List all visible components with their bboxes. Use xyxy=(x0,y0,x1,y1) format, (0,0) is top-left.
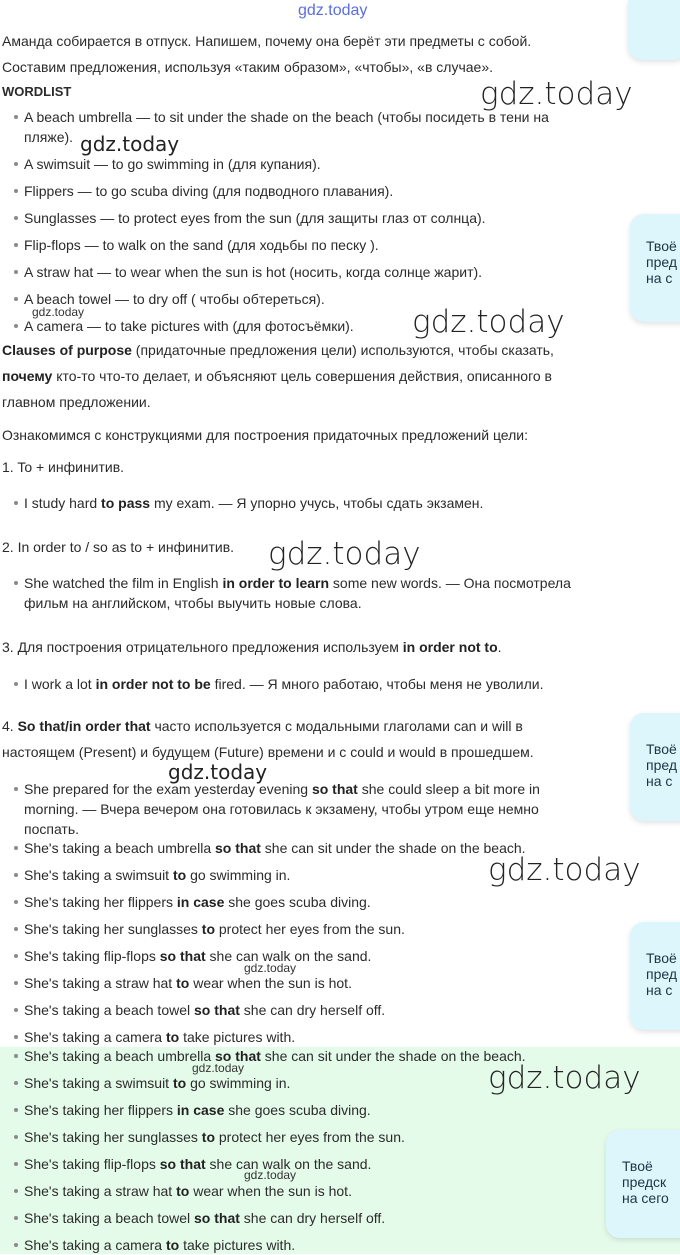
answer-item-highlighted: She's taking a straw hat to wear when the sun is hot. xyxy=(14,1182,352,1201)
rule-3: 3. Для построения отрицательного предложения используем in order not to. xyxy=(2,639,502,655)
watermark: gdz.today xyxy=(244,961,297,975)
watermark: gdz.today xyxy=(268,536,421,572)
watermark: gdz.today xyxy=(480,76,633,112)
rule-3-example: I work a lot in order not to be fired. — Я много работаю, чтобы меня не уволили. xyxy=(14,675,543,694)
watermark: gdz.today xyxy=(168,760,268,784)
bullet-icon xyxy=(14,189,18,193)
bullet-icon xyxy=(14,501,18,505)
bubble-line: на с xyxy=(646,982,673,998)
watermark: gdz.today xyxy=(80,132,180,156)
watermark: gdz.today xyxy=(488,1060,641,1096)
bullet-icon xyxy=(14,682,18,686)
clauses-line-3: главном предложении. xyxy=(2,394,151,410)
answer-item-highlighted: She's taking her sunglasses to protect her eyes from the sun. xyxy=(14,1128,405,1147)
list-item: A beach towel — to dry off ( чтобы обтереться). xyxy=(14,290,325,309)
bullet-icon xyxy=(14,1035,18,1039)
bullet-icon xyxy=(14,1081,18,1085)
bullet-icon xyxy=(14,1008,18,1012)
bullet-icon xyxy=(14,270,18,274)
bullet-icon xyxy=(14,1162,18,1166)
bullet-icon xyxy=(14,162,18,166)
watermark: gdz.today xyxy=(488,852,641,888)
list-item: Flippers — to go scuba diving (для подводного плавания). xyxy=(14,182,393,201)
watermark-top: gdz.today xyxy=(298,2,368,19)
bubble-line: Твоё xyxy=(622,1158,653,1174)
bullet-icon xyxy=(14,243,18,247)
bubble-line: предск xyxy=(622,1174,667,1190)
answer-item: She's taking a beach umbrella so that she can sit under the shade on the beach. xyxy=(14,839,526,858)
bubble-line: пред xyxy=(646,254,678,270)
rule-2-example: She watched the film in English in order to learn some new words. — Она посмотрела xyxy=(14,574,571,593)
chat-bubble[interactable] xyxy=(630,713,680,821)
list-item: A swimsuit — to go swimming in (для купания). xyxy=(14,155,321,174)
bullet-icon xyxy=(14,1135,18,1139)
answer-item: She's taking a camera to take pictures with. xyxy=(14,1028,295,1047)
watermark: gdz.today xyxy=(412,304,565,340)
bullet-icon xyxy=(14,846,18,850)
answer-item: She's taking her sunglasses to protect her eyes from the sun. xyxy=(14,920,405,939)
answer-item: She's taking a straw hat to wear when the sun is hot. xyxy=(14,974,352,993)
bullet-icon xyxy=(14,324,18,328)
bubble-line: пред xyxy=(646,757,678,773)
watermark: gdz.today xyxy=(244,1168,297,1182)
bullet-icon xyxy=(14,927,18,931)
chat-bubble[interactable] xyxy=(606,1130,680,1238)
list-item: A camera — to take pictures with (для фотосъёмки). xyxy=(14,317,354,336)
bubble-line: Твоё xyxy=(646,238,677,254)
bullet-icon xyxy=(14,1108,18,1112)
answer-item-highlighted: She's taking a camera to take pictures with. xyxy=(14,1236,295,1255)
rule-4-line-1: 4. So that/in order that часто используется с модальными глаголами can и will в xyxy=(2,718,523,734)
bullet-icon xyxy=(14,216,18,220)
answer-item-highlighted: She's taking a beach umbrella so that she can sit under the shade on the beach. xyxy=(14,1047,526,1066)
bullet-icon xyxy=(14,873,18,877)
answer-item: She's taking a swimsuit to go swimming in. xyxy=(14,866,290,885)
list-item: Flip-flops — to walk on the sand (для ходьбы по песку ). xyxy=(14,236,379,255)
bubble-line: Твоё xyxy=(646,950,677,966)
chat-bubble[interactable] xyxy=(630,214,680,322)
list-item: A beach umbrella — to sit under the shade on the beach (чтобы посидеть в тени на xyxy=(14,108,549,127)
clauses-line-2: почему кто-то что-то делает, и объясняют цель совершения действия, описанного в xyxy=(2,368,552,384)
rule-2: 2. In order to / so as to + инфинитив. xyxy=(2,539,235,555)
rule-2-example-continuation: фильм на английском, чтобы выучить новые слова. xyxy=(24,595,362,611)
intro-line-2: Составим предложения, используя «таким образом», «чтобы», «в случае». xyxy=(2,59,493,75)
rule-4-example: She prepared for the exam yesterday evening so that she could sleep a bit more in xyxy=(14,780,540,799)
chat-bubble-partial[interactable] xyxy=(628,0,680,60)
bubble-line: на сего xyxy=(622,1190,669,1206)
bullet-icon xyxy=(14,787,18,791)
list-item-continuation: пляже). xyxy=(24,129,74,145)
rule-4-line-2: настоящем (Present) и будущем (Future) времени и с could и would в прошедшем. xyxy=(2,744,534,760)
rule-1-example: I study hard to pass my exam. — Я упорно учусь, чтобы сдать экзамен. xyxy=(14,494,483,513)
bullet-icon xyxy=(14,1189,18,1193)
clauses-intro: Ознакомимся с конструкциями для построения придаточных предложений цели: xyxy=(2,427,529,443)
bullet-icon xyxy=(14,115,18,119)
bubble-line: пред xyxy=(646,966,678,982)
answer-item: She's taking flip-flops so that she can walk on the sand. xyxy=(14,947,371,966)
list-item: A straw hat — to wear when the sun is hot (носить, когда солнце жарит). xyxy=(14,263,482,282)
bullet-icon xyxy=(14,581,18,585)
bullet-icon xyxy=(14,1243,18,1247)
bullet-icon xyxy=(14,1216,18,1220)
watermark: gdz.today xyxy=(192,1061,245,1075)
list-item: Sunglasses — to protect eyes from the sun (для защиты глаз от солнца). xyxy=(14,209,486,228)
rule-1: 1. To + инфинитив. xyxy=(2,459,125,475)
rule-4-example-continuation: morning. — Вчера вечером она готовилась к экзамену, чтобы утром еще немно xyxy=(24,801,539,817)
intro-line-1: Аманда собирается в отпуск. Напишем, почему она берёт эти предметы с собой. xyxy=(2,33,532,49)
watermark: gdz.today xyxy=(32,305,85,319)
bullet-icon xyxy=(14,1054,18,1058)
bullet-icon xyxy=(14,900,18,904)
bullet-icon xyxy=(14,981,18,985)
answer-item-highlighted: She's taking a swimsuit to go swimming in. xyxy=(14,1074,290,1093)
answer-item-highlighted: She's taking her flippers in case she goes scuba diving. xyxy=(14,1101,371,1120)
answer-item: She's taking a beach towel so that she can dry herself off. xyxy=(14,1001,385,1020)
answer-item: She's taking her flippers in case she goes scuba diving. xyxy=(14,893,371,912)
rule-4-example-continuation: поспать. xyxy=(24,821,80,837)
answer-item-highlighted: She's taking a beach towel so that she can dry herself off. xyxy=(14,1209,385,1228)
bubble-line: Твоё xyxy=(646,741,677,757)
bullet-icon xyxy=(14,954,18,958)
bubble-line: на с xyxy=(646,270,673,286)
wordlist-heading: WORDLIST xyxy=(2,84,72,99)
chat-bubble[interactable] xyxy=(630,922,680,1030)
bubble-line: на с xyxy=(646,773,673,789)
answer-item-highlighted: She's taking flip-flops so that she can walk on the sand. xyxy=(14,1155,371,1174)
clauses-line-1: Clauses of purpose (придаточные предложения цели) используются, чтобы сказать, xyxy=(2,342,554,358)
bullet-icon xyxy=(14,297,18,301)
